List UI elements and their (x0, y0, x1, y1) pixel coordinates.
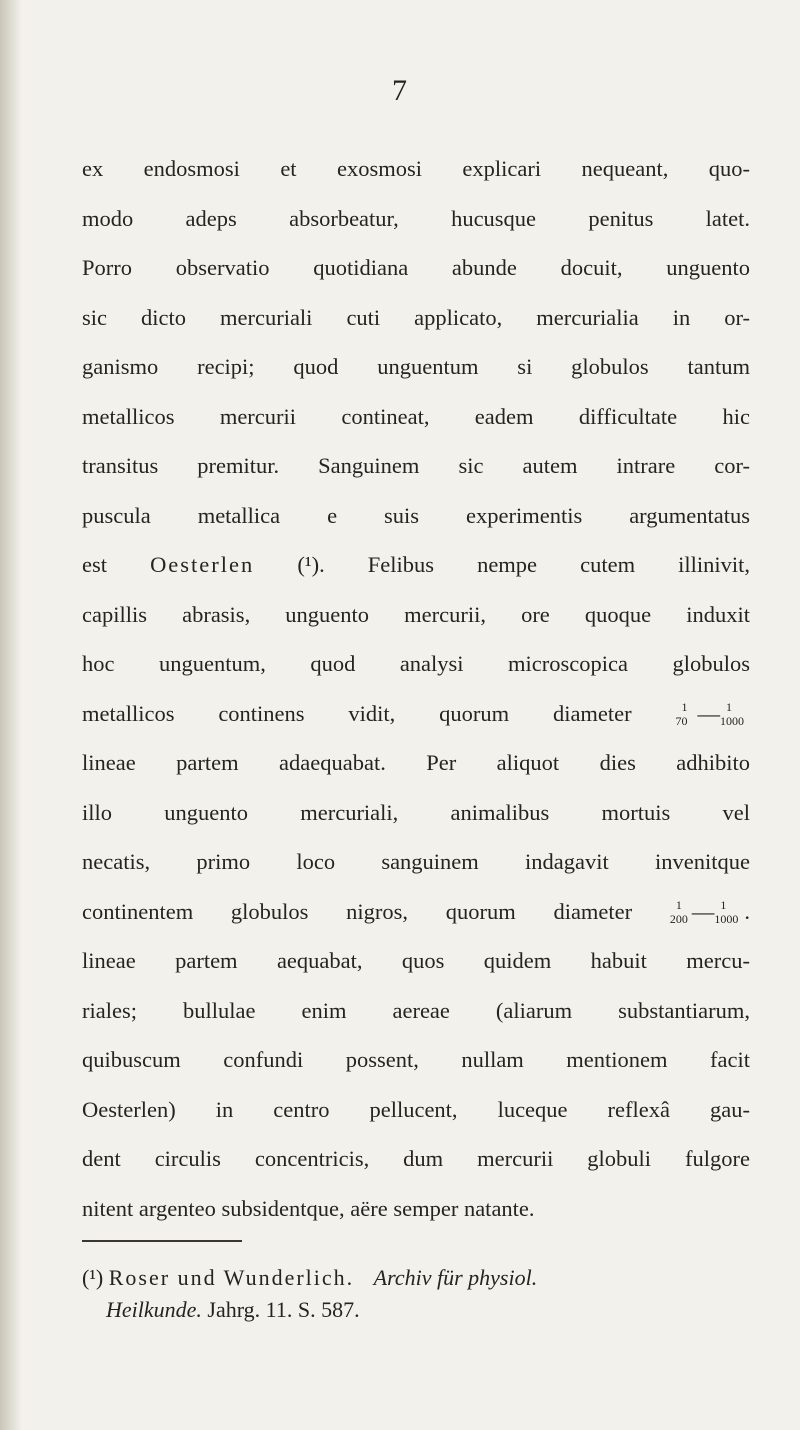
text-line: dent circulis concentricis, dum mercurii globuli fulgore (82, 1146, 750, 1171)
range-dash: — (697, 700, 720, 726)
footnote-line (82, 1262, 750, 1294)
text-line: nitent argenteo subsidentque, aëre semper natante. (82, 1195, 535, 1221)
fraction-numerator: 1 (726, 699, 732, 714)
text-line (82, 689, 750, 739)
text-fragment: (¹). Felibus nempe cutem illinivit, (297, 552, 751, 577)
text-line: riales; bullulae enim aereae (aliarum substantiarum, (82, 997, 750, 1023)
text-line: Porro observatio quotidiana abunde docuit, unguento (82, 255, 750, 280)
range-dash: — (691, 898, 715, 924)
text-line: capillis abrasis, unguento mercurii, ore quoque induxit (82, 601, 750, 627)
footnote-line (82, 1294, 750, 1326)
fraction-denominator: 1000 (720, 713, 744, 728)
text-line: hoc unguentum, quod analysi microscopica globulos (82, 651, 750, 676)
text-line: lineae partem adaequabat. Per aliquot dies adhibito (82, 750, 750, 775)
fraction (675, 699, 698, 728)
fraction-range (676, 701, 751, 726)
text-fragment: est (82, 552, 107, 577)
text-line (82, 887, 750, 937)
text-line: metallicos mercurii contineat, eadem difficultate hic (82, 403, 750, 429)
author-name: Oesterlen (150, 552, 255, 577)
period: . (744, 898, 750, 924)
footnote-authors: Roser und Wunderlich. (108, 1265, 355, 1290)
page-number: 7 (392, 74, 408, 107)
fraction-numerator: 1 (681, 699, 688, 714)
footnote-journal: Archiv für physiol. (373, 1265, 538, 1290)
text-line: ganismo recipi; quod unguentum si globulos tantum (82, 354, 750, 379)
body-text (82, 144, 750, 1233)
fraction (720, 699, 750, 728)
footnote-journal-cont: Heilkunde. (106, 1297, 202, 1322)
text-fragment: continentem globulos nigros, quorum diameter (82, 898, 633, 924)
text-line: transitus premitur. Sanguinem sic autem intrare cor- (82, 453, 750, 478)
text-fragment: metallicos continens vidit, quorum diameter (82, 700, 632, 726)
text-line: quibuscum confundi possent, nullam mentionem facit (82, 1047, 750, 1072)
fraction-denominator: 1000 (714, 911, 739, 926)
page-edge-shadow (0, 0, 22, 1430)
text-line: necatis, primo loco sanguinem indagavit invenitque (82, 849, 750, 874)
text-line: sic dicto mercuriali cuti applicato, mercurialia in or- (82, 304, 750, 330)
fraction-numerator: 1 (720, 897, 727, 912)
text-line: illo unguento mercuriali, animalibus mortuis vel (82, 799, 750, 825)
text-line: puscula metallica e suis experimentis argumentatus (82, 502, 750, 528)
fraction-range (670, 899, 750, 924)
text-line (82, 540, 750, 590)
fraction (669, 897, 692, 926)
fraction-denominator: 70 (675, 713, 688, 728)
footnote (82, 1262, 750, 1326)
footnote-mark: (¹) (82, 1265, 104, 1290)
footnote-divider (82, 1240, 242, 1242)
fraction-denominator: 200 (669, 911, 688, 926)
text-line: lineae partem aequabat, quos quidem habuit mercu- (82, 948, 750, 973)
fraction-numerator: 1 (675, 897, 682, 912)
text-line: modo adeps absorbeatur, hucusque penitus latet. (82, 205, 750, 231)
text-line: ex endosmosi et exosmosi explicari nequeant, quo- (82, 156, 750, 181)
fraction (714, 897, 744, 926)
footnote-details: Jahrg. 11. S. 587. (207, 1297, 360, 1322)
text-line: Oesterlen) in centro pellucent, luceque reflexâ gau- (82, 1096, 750, 1122)
